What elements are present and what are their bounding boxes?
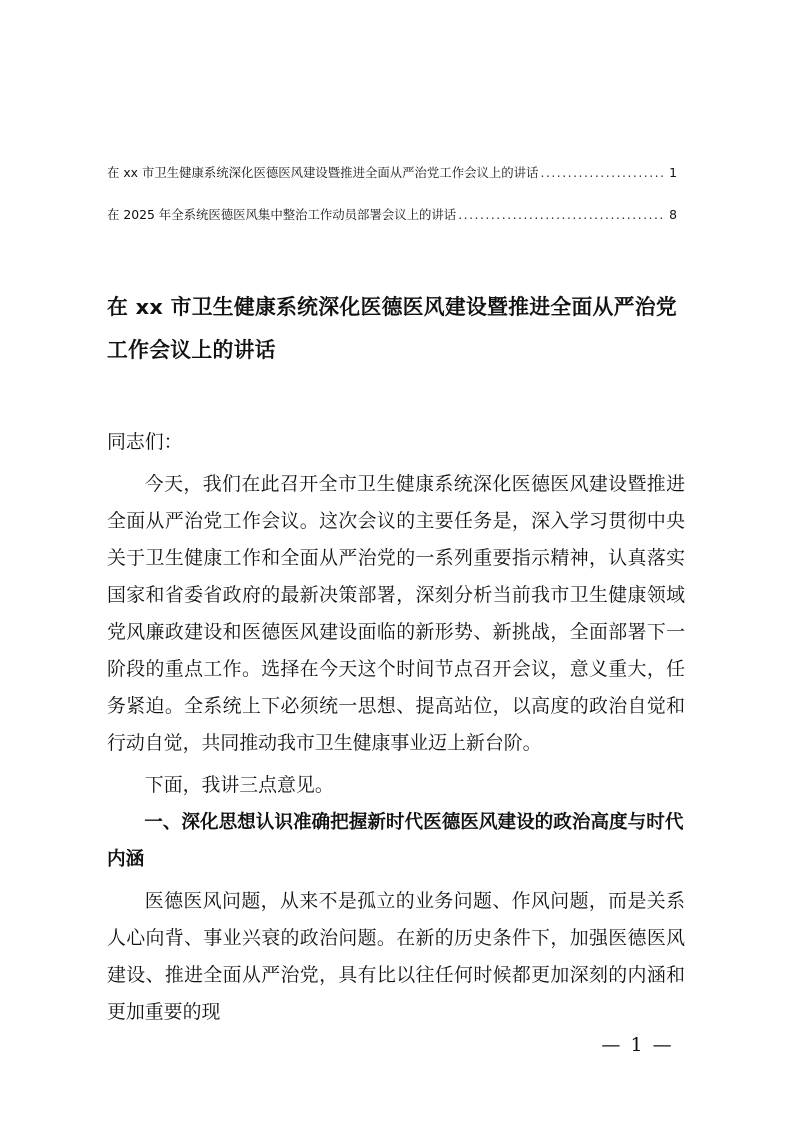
- body-paragraph: 医德医风问题，从来不是孤立的业务问题、作风问题，而是关系人心向背、事业兴衰的政治问题。在新的历史条件下，加强医德医风建设、推进全面从严治党，具有比以往任何时候都更加深刻的内涵和更加重要的现: [107, 890, 685, 1023]
- toc-entry-page[interactable]: 1: [669, 165, 677, 180]
- toc-leader-dots: [458, 207, 663, 222]
- body-paragraph: 今天，我们在此召开全市卫生健康系统深化医德医风建设暨推进全面从严治党工作会议。这次会议的主要任务是，深入学习贯彻中央关于卫生健康工作和全面从严治党的一系列重要指示精神，认真落实国家和省委省政府的最新决策部署，深刻分析当前我市卫生健康领域党风廉政建设和医德医风建设面临的新形势、新挑战，全面部署下一阶段的重点工作。选择在今天这个时间节点召开会议，意义重大，任务紧迫。全系统上下必须统一思想、提高站位，以高度的政治自觉和行动自觉，共同推动我市卫生健康事业迈上新台阶。: [107, 473, 685, 754]
- toc-entry-page[interactable]: 8: [669, 207, 677, 222]
- toc-entry[interactable]: [107, 163, 677, 183]
- toc-entry[interactable]: [107, 205, 677, 225]
- toc-entry-title[interactable]: 在 xx 市卫生健康系统深化医德医风建设暨推进全面从严治党工作会议上的讲话: [107, 165, 539, 180]
- section-heading: 一、深化思想认识准确把握新时代医德医风建设的政治高度与时代内涵: [107, 812, 684, 870]
- salutation: 同志们：: [107, 431, 183, 453]
- body-paragraph: 下面，我讲三点意见。: [144, 774, 334, 796]
- toc-leader-dots: [540, 165, 663, 180]
- speech-title: 在 xx 市卫生健康系统深化医德医风建设暨推进全面从严治党工作会议上的讲话: [107, 295, 677, 362]
- speech-body: [107, 424, 685, 1031]
- table-of-contents: [107, 163, 677, 247]
- toc-entry-title[interactable]: 在 2025 年全系统医德医风集中整治工作动员部署会议上的讲话: [107, 207, 457, 222]
- page-number: — 1 —: [601, 1034, 674, 1056]
